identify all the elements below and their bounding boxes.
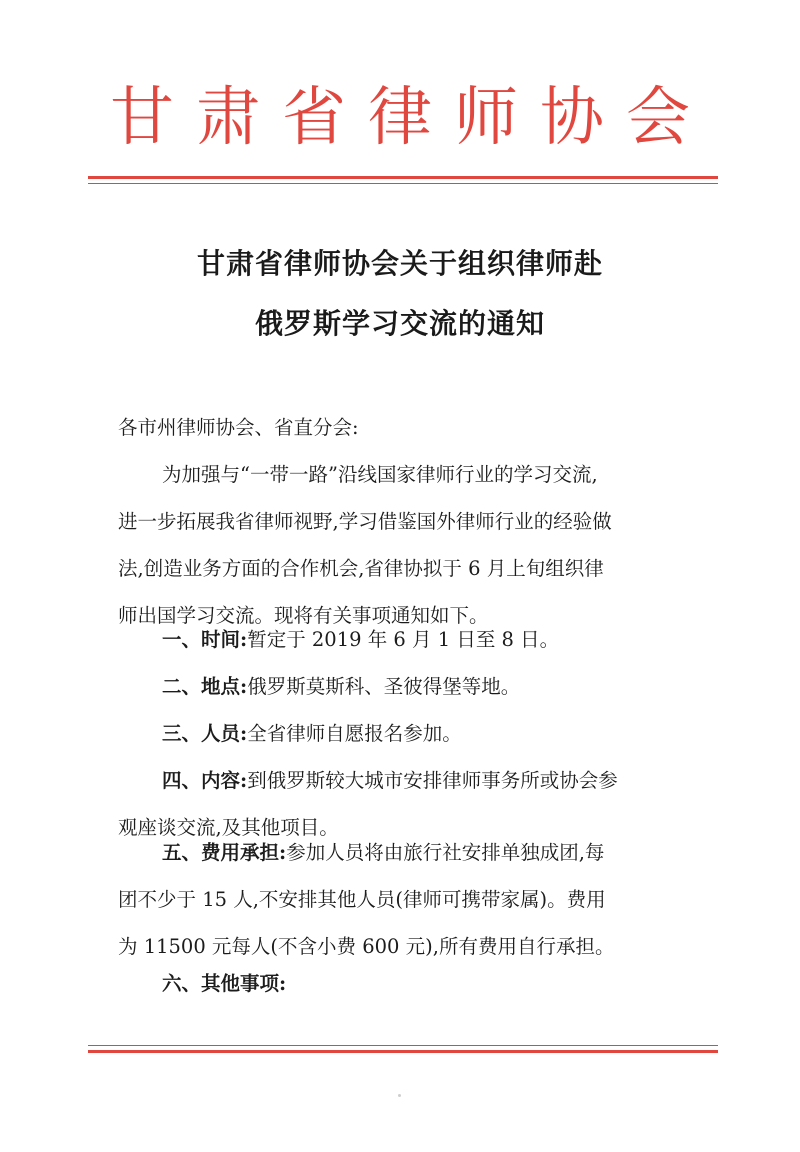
letterhead-divider-thin — [88, 183, 718, 184]
intro-line: 进一步拓展我省律师视野,学习借鉴国外律师行业的经验做 — [118, 510, 612, 533]
footer-divider-thick — [88, 1050, 718, 1053]
notice-title-line-1: 甘肃省律师协会关于组织律师赴 — [196, 247, 603, 280]
item-other-matters — [118, 960, 686, 1007]
item-label: 四、内容: — [162, 769, 248, 792]
notice-title-line-2: 俄罗斯学习交流的通知 — [254, 307, 545, 340]
salutation-text: 各市州律师协会、省直分会: — [118, 416, 359, 439]
item-label: 三、人员: — [162, 722, 248, 745]
item-text-continued: 观座谈交流,及其他项目。 — [118, 816, 339, 839]
item-label: 一、时间: — [162, 628, 248, 651]
item-text-continued: 团不少于 15 人,不安排其他人员(律师可携带家属)。费用 — [118, 888, 606, 911]
footer-divider-thin — [88, 1045, 718, 1046]
item-time — [118, 616, 686, 663]
item-text: 全省律师自愿报名参加。 — [247, 722, 462, 745]
item-text: 参加人员将由旅行社安排单独成团,每 — [286, 841, 605, 864]
intro-line: 为加强与“一带一路”沿线国家律师行业的学习交流, — [162, 463, 598, 486]
item-location — [118, 663, 686, 710]
letterhead-org-name: 甘肃省律师协会 — [110, 81, 712, 155]
page-speck — [398, 1094, 401, 1097]
item-label: 五、费用承担: — [162, 841, 287, 864]
intro-paragraph — [118, 451, 686, 639]
item-personnel — [118, 710, 686, 757]
item-expenses — [118, 829, 686, 970]
letterhead-divider-thick — [88, 176, 718, 179]
item-text: 暂定于 2019 年 6 月 1 日至 8 日。 — [247, 628, 560, 651]
item-text: 俄罗斯莫斯科、圣彼得堡等地。 — [247, 675, 521, 698]
salutation — [118, 404, 686, 451]
intro-line: 法,创造业务方面的合作机会,省律协拟于 6 月上旬组织律 — [118, 557, 604, 580]
item-label: 六、其他事项: — [162, 972, 287, 995]
item-text-continued: 为 11500 元每人(不含小费 600 元),所有费用自行承担。 — [118, 935, 615, 958]
item-label: 二、地点: — [162, 675, 248, 698]
item-text: 到俄罗斯较大城市安排律师事务所或协会参 — [247, 769, 618, 792]
intro-line: 师出国学习交流。现将有关事项通知如下。 — [118, 604, 489, 627]
